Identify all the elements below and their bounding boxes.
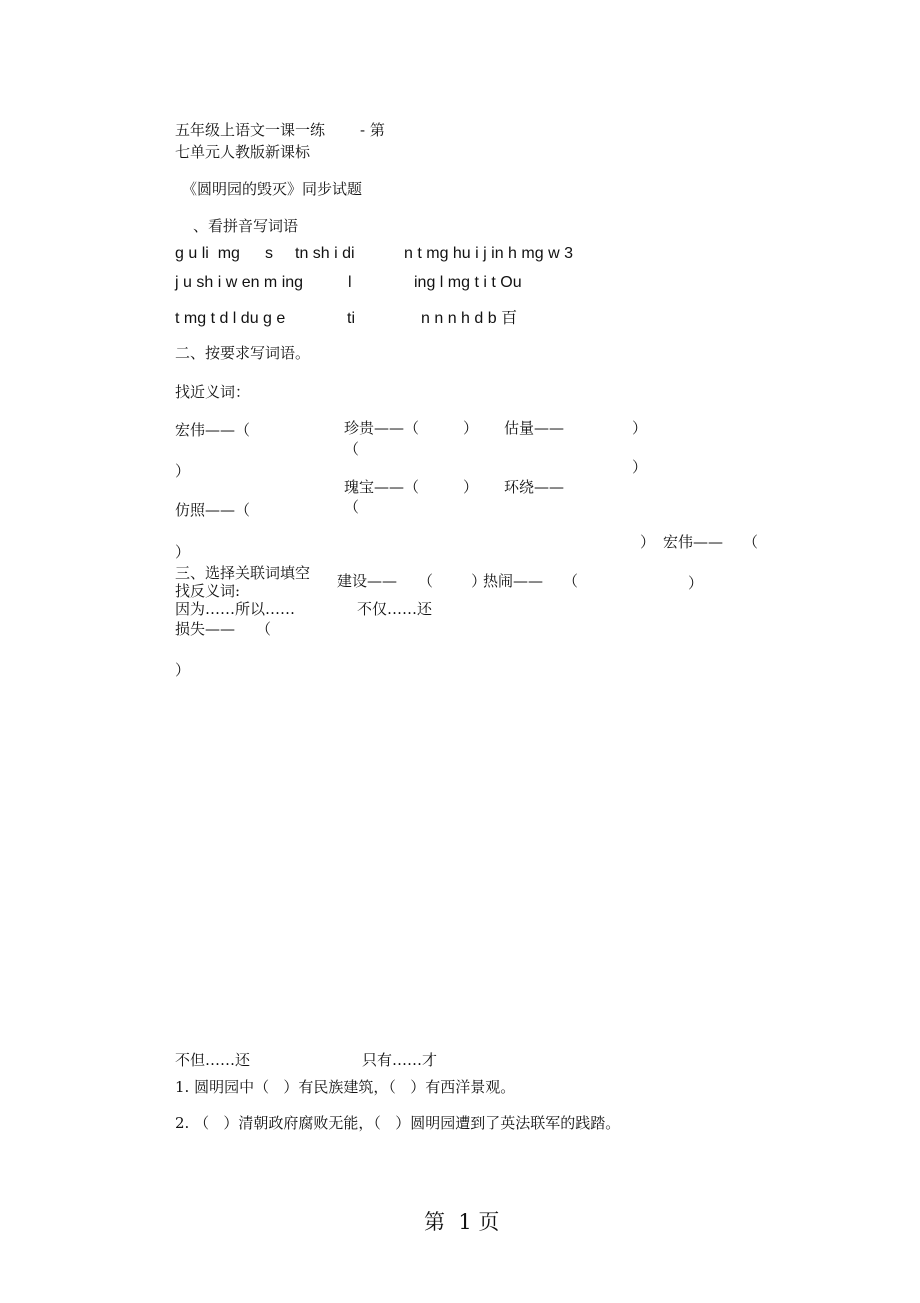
open-paren: （ [256,620,272,638]
subtitle: 《圆明园的毁灭》同步试题 [182,180,363,198]
pinyin-r2-c2: l [348,274,352,291]
paren-pair: （ ） [418,572,487,590]
close-paren: ） [632,458,648,476]
pinyin-r1-c2: s [265,245,273,262]
close-paren: ） [175,462,191,480]
open-paren: （ [563,572,579,590]
pinyin-r1-c3: tn sh i di [295,245,355,262]
close-paren: ） [640,533,656,551]
pinyin-r3-c3: n n n h d b 百 [421,310,518,327]
page-number: 第 1 页 [424,1210,500,1234]
item-renao: 热闹—— [483,572,544,590]
open-paren: （ [344,498,360,516]
pinyin-r2-c3: ing l mg t i t Ou [414,274,522,291]
title-line-2: 七单元人教版新课标 [175,143,311,161]
question-1: 1. 圆明园中（ ）有民族建筑，（ ）有西洋景观。 [175,1078,516,1096]
pinyin-r2-c1: j u sh i w en m ing [175,274,304,291]
synonyms-label: 找近义词： [175,383,251,401]
close-paren: ） [632,419,648,437]
title-line-1b: - 第 [360,121,385,139]
item-jianshe: 建设—— [337,572,398,590]
section3-heading: 三、选择关联词填空 [175,564,311,582]
section1-heading: 、看拼音写词语 [193,217,299,235]
option-zhiyou-cai: 只有……才 [362,1051,438,1069]
question-2: 2. （ ）清朝政府腐败无能，（ ）圆明园遭到了英法联军的践踏。 [175,1114,621,1132]
item-sunshi: 损失—— [175,620,236,638]
open-paren: （ [344,440,360,458]
close-paren: ） [688,574,704,592]
item-guliang: 估量—— [504,419,565,437]
close-paren: ） [463,419,479,437]
close-paren: ） [175,661,191,679]
close-paren: ） [175,543,191,561]
pinyin-r3-c1: t mg t d l du g e [175,310,286,327]
option-bujin-hai: 不仅……还 [357,600,433,618]
section2-heading: 二、按要求写词语。 [175,344,311,362]
item-fangzhao: 仿照——（ [175,501,251,519]
pinyin-r1-c1: g u li mg [175,245,240,262]
item-zhengui: 珍贵——（ [344,419,420,437]
pinyin-r1-c4: n t mg hu i j in h mg w 3 [404,245,573,262]
close-paren: ） [463,478,479,496]
item-huanrao: 环绕—— [504,478,565,496]
option-budan-hai: 不但……还 [175,1051,251,1069]
antonyms-label: 找反义词: [175,582,241,600]
title-line-1a: 五年级上语文一课一练 [175,121,326,139]
item-guibao: 瑰宝——（ [344,478,420,496]
open-paren: （ [743,533,759,551]
item-hongwei: 宏伟——（ [175,421,251,439]
pinyin-r3-c2: ti [347,310,355,327]
item-hongwei2: 宏伟—— [663,533,724,551]
option-yinwei-suoyi: 因为……所以…… [175,600,296,618]
